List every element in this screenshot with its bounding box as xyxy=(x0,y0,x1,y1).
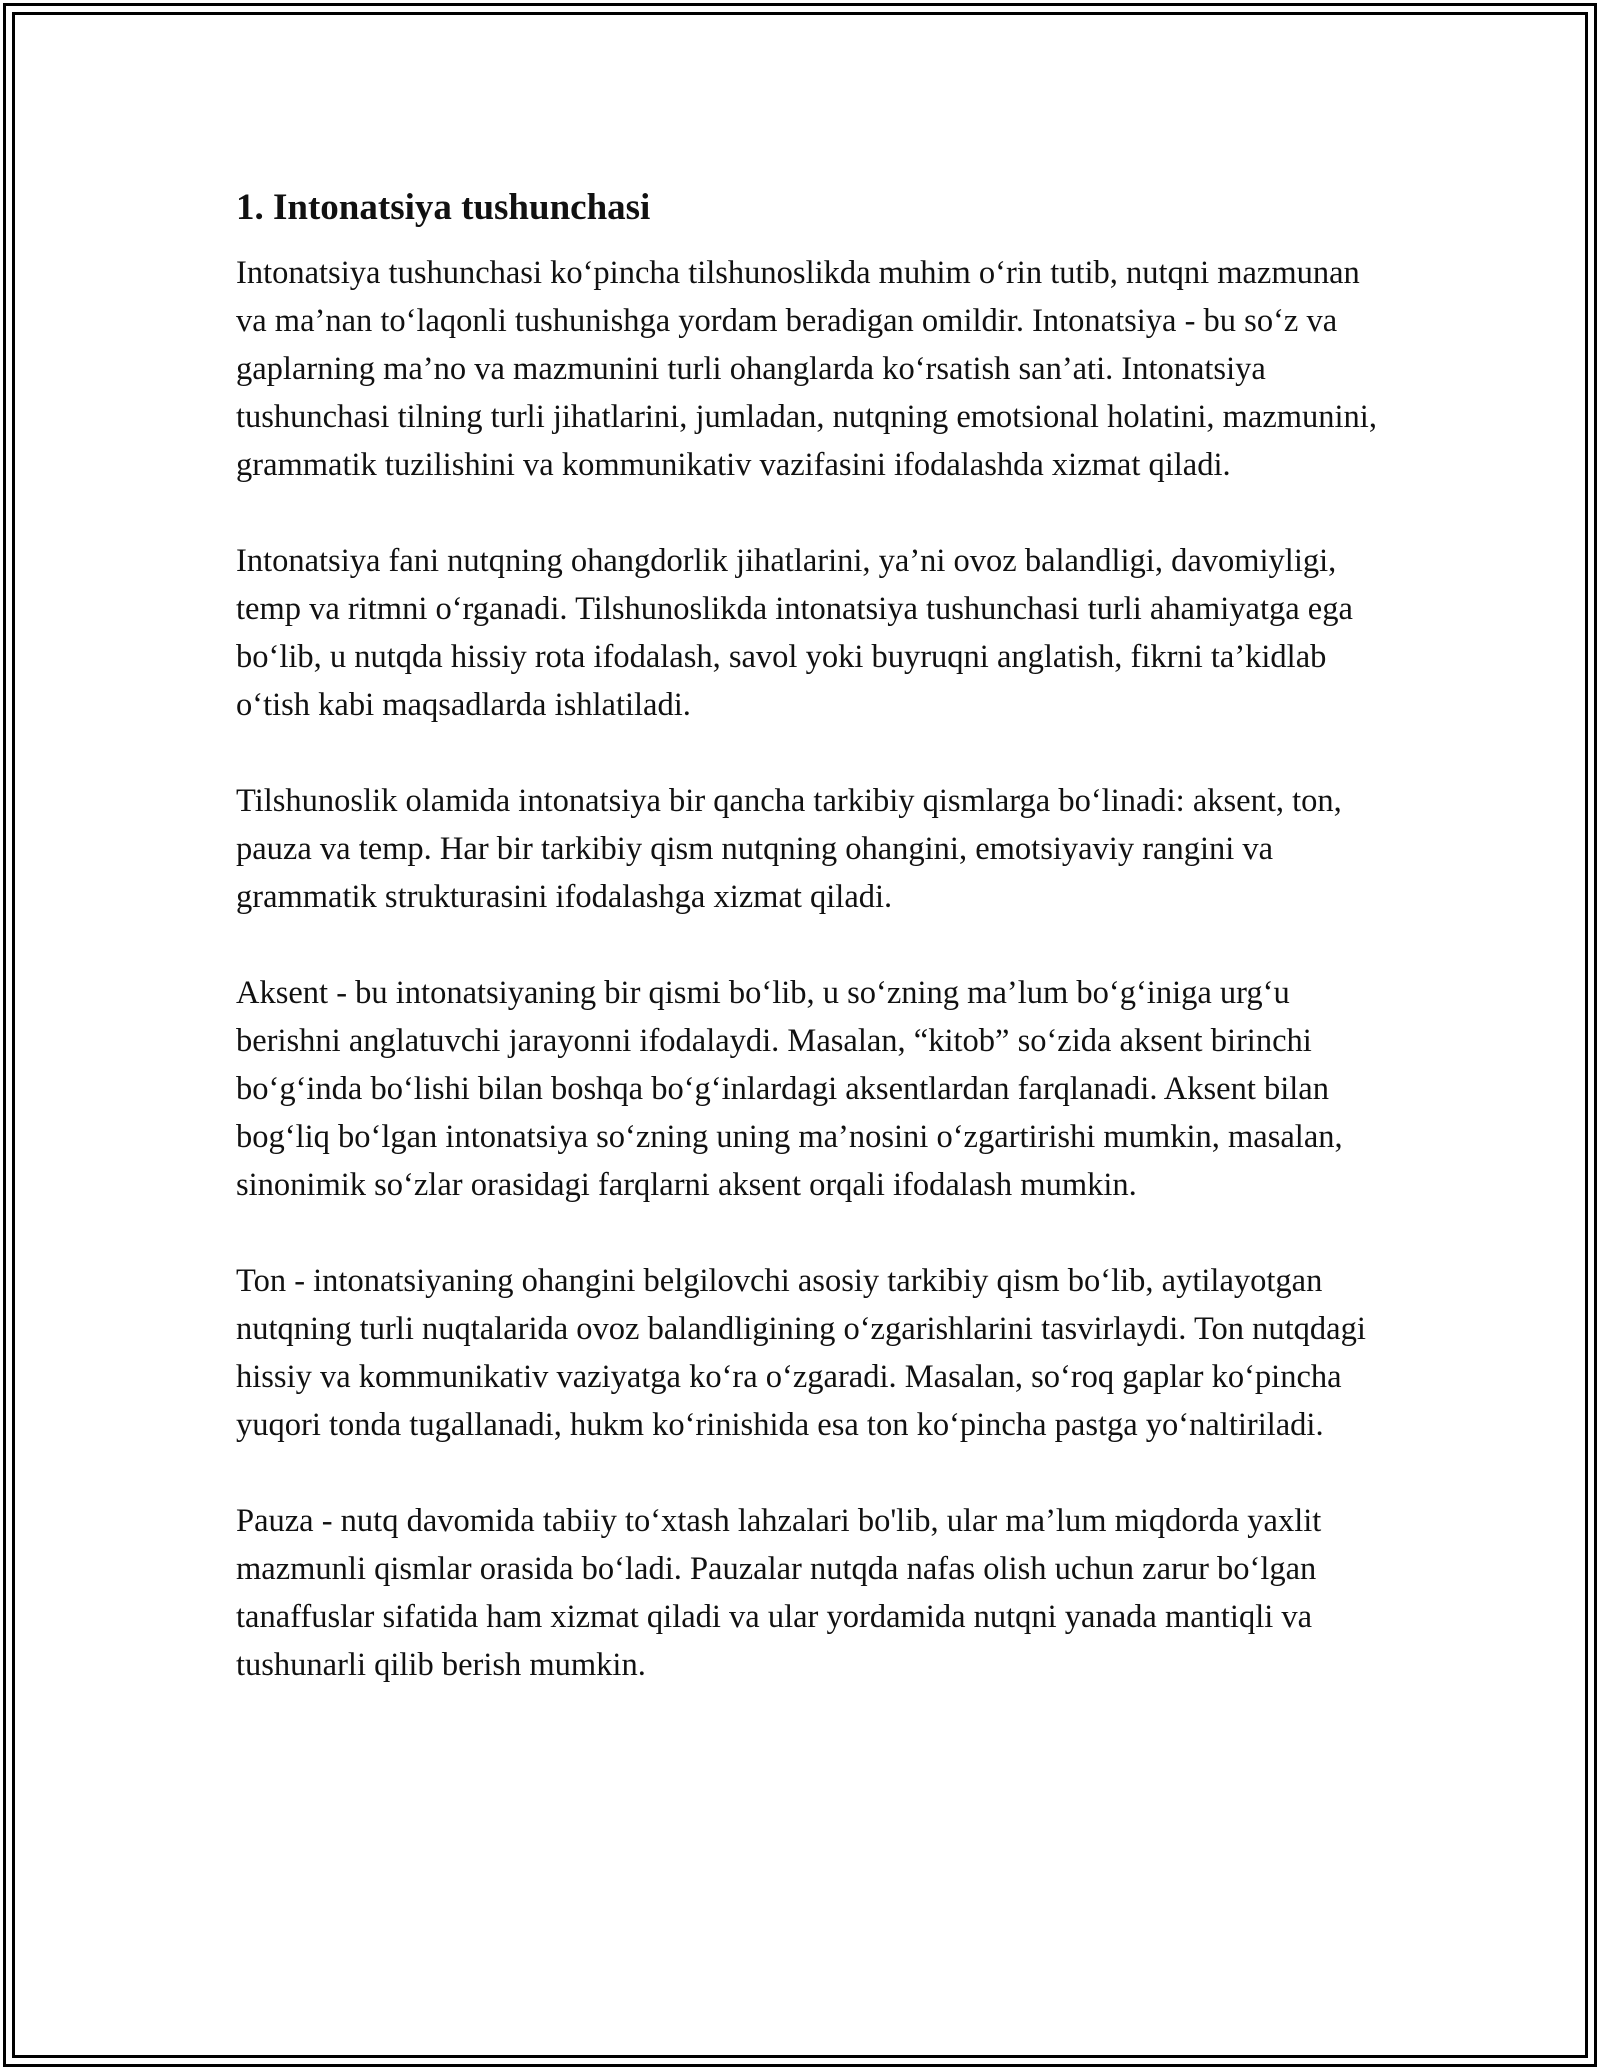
document-body xyxy=(236,186,1381,1737)
paragraph-pause: Pauza - nutq davomida tabiiy to‘xtash lahzalari bo'lib, ular ma’lum miqdorda yaxlit mazmunli qismlar orasida bo‘ladi. Pauzalar nutqda nafas olish uchun zarur bo‘lgan tanaffuslar sifatida ham xizmat qiladi va ular yordamida nutqni yanada mantiqli va tushunarli qilib berish mumkin. xyxy=(236,1503,1322,1684)
paragraph-accent: Aksent - bu intonatsiyaning bir qismi bo‘lib, u so‘zning ma’lum bo‘g‘iniga urg‘u berishni anglatuvchi jarayonni ifodalaydi. Masalan, “kitob” so‘zida aksent birinchi bo‘g‘inda bo‘lishi bilan boshqa bo‘g‘inlardagi aksentlardan farqlanadi. Aksent bilan bog‘liq bo‘lgan intonatsiya so‘zning uning ma’nosini o‘zgartirishi mumkin, masalan, sinonimik so‘zlar orasidagi farqlarni aksent orqali ifodalash mumkin. xyxy=(236,975,1343,1204)
paragraph-tone: Ton - intonatsiyaning ohangini belgilovchi asosiy tarkibiy qism bo‘lib, aytilayotgan nutqning turli nuqtalarida ovoz balandligining o‘zgarishlarini tasvirlaydi. Ton nutqdagi hissiy va kommunikativ vaziyatga ko‘ra o‘zgaradi. Masalan, so‘roq gaplar ko‘pincha yuqori tonda tugallanadi, hukm ko‘rinishida esa ton ko‘pincha pastga yo‘naltiriladi. xyxy=(236,1263,1366,1444)
paragraph-intonation-science: Intonatsiya fani nutqning ohangdorlik jihatlarini, ya’ni ovoz balandligi, davomiyligi, temp va ritmni o‘rganadi. Tilshunoslikda intonatsiya tushunchasi turli ahamiyatga ega bo‘lib, u nutqda hissiy rota ifodalash, savol yoki buyruqni anglatish, fikrni ta’kidlab o‘tish kabi maqsadlarda ishlatiladi. xyxy=(236,543,1353,724)
paragraph-intro: Intonatsiya tushunchasi ko‘pincha tilshunoslikda muhim o‘rin tutib, nutqni mazmunan va ma’nan to‘laqonli tushunishga yordam beradigan omildir. Intonatsiya - bu so‘z va gaplarning ma’no va mazmunini turli ohanglarda ko‘rsatish san’ati. Intonatsiya tushunchasi tilning turli jihatlarini, jumladan, nutqning emotsional holatini, mazmunini, grammatik tuzilishini va kommunikativ vazifasini ifodalashda xizmat qiladi. xyxy=(236,255,1377,484)
section-heading: 1. Intonatsiya tushunchasi xyxy=(236,187,651,228)
paragraph-components: Tilshunoslik olamida intonatsiya bir qancha tarkibiy qismlarga bo‘linadi: aksent, ton, pauza va temp. Har bir tarkibiy qism nutqning ohangini, emotsiyaviy rangini va grammatik strukturasini ifodalashga xizmat qiladi. xyxy=(236,783,1342,916)
